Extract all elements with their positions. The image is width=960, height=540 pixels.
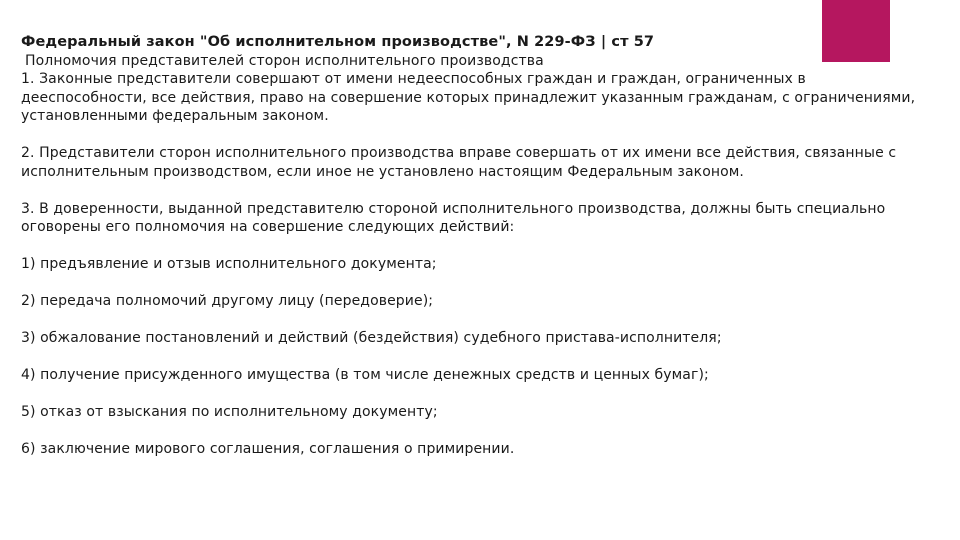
slide-content (21, 33, 921, 459)
list-item-2: 2) передача полномочий другому лицу (передоверие); (21, 293, 434, 309)
slide-subtitle: Полномочия представителей сторон исполнительного производства (25, 52, 544, 69)
list-item-3: 3) обжалование постановлений и действий (бездействия) судебного пристава-исполнителя; (21, 330, 722, 346)
paragraph-1: 1. Законные представители совершают от имени недееспособных граждан и граждан, ограниченных в дееспособности, все действия, право на совершение которых принадлежит указанным гражданам, с ограничениями, установленными федеральным законом. (21, 71, 916, 124)
slide-title: Федеральный закон "Об исполнительном производстве", N 229-ФЗ | ст 57 (21, 34, 655, 50)
list-item-4: 4) получение присужденного имущества (в том числе денежных средств и ценных бумаг); (21, 367, 709, 383)
paragraph-3: 3. В доверенности, выданной представителю стороной исполнительного производства, должны быть специально оговорены его полномочия на совершение следующих действий: (21, 200, 886, 235)
paragraph-2: 2. Представители сторон исполнительного производства вправе совершать от их имени все действия, связанные с исполнительным производством, если иное не установлено настоящим Федеральным законом. (21, 145, 897, 180)
list-item-6: 6) заключение мирового соглашения, соглашения о примирении. (21, 441, 515, 457)
list-item-5: 5) отказ от взыскания по исполнительному документу; (21, 404, 438, 420)
list-item-1: 1) предъявление и отзыв исполнительного документа; (21, 256, 437, 272)
